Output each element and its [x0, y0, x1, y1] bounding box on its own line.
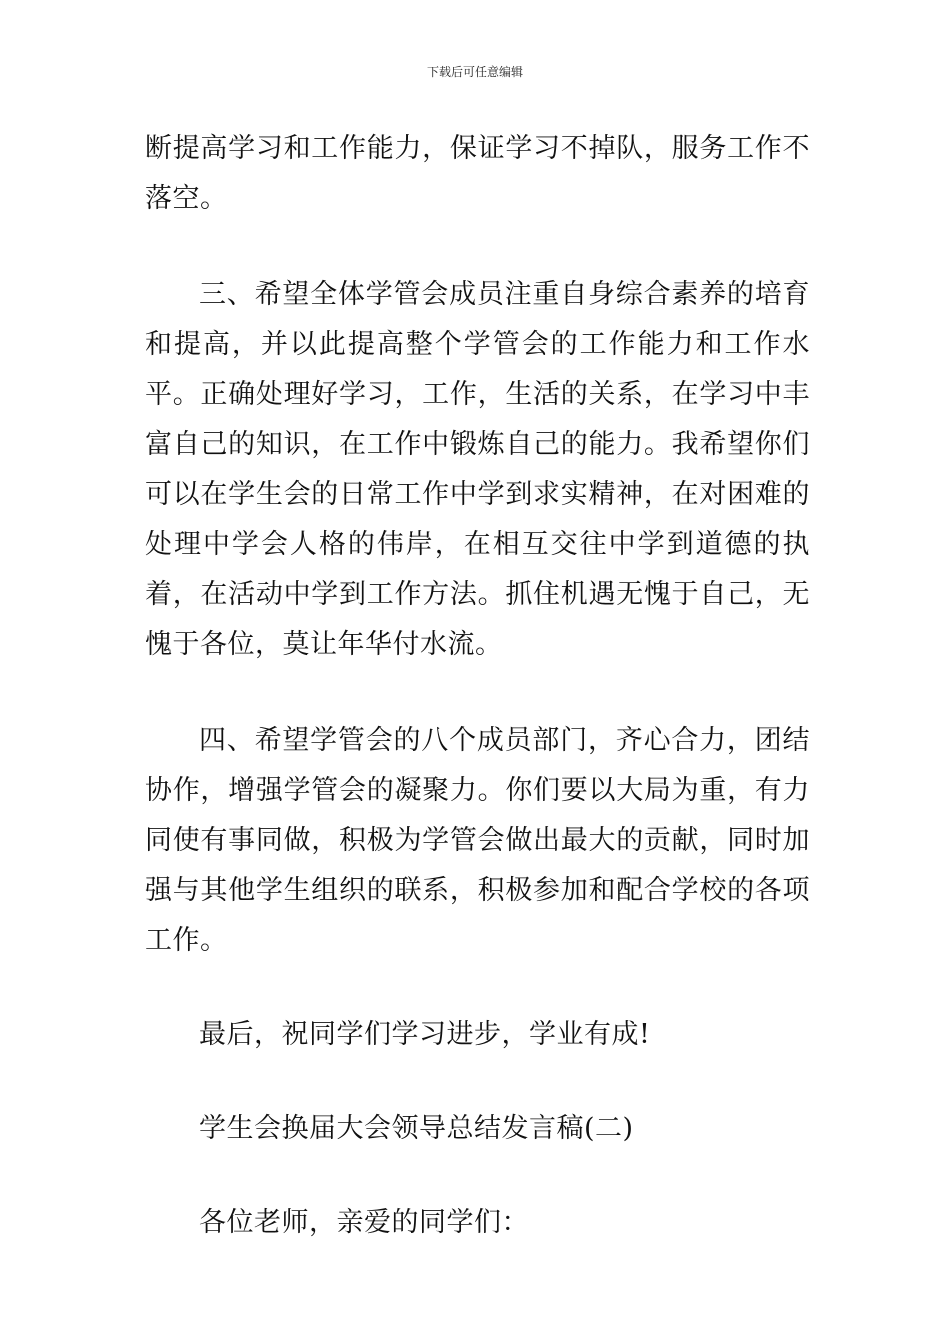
- paragraph-closing-wish: 最后，祝同学们学习进步，学业有成!: [199, 1019, 651, 1050]
- page-header-note: 下载后可任意编辑: [426, 65, 523, 79]
- section-title: 学生会换届大会领导总结发言稿(二): [199, 1113, 634, 1144]
- paragraph-salutation: 各位老师，亲爱的同学们：: [199, 1207, 529, 1238]
- paragraph-point-three: 三、希望全体学管会成员注重自身综合素养的培育和提高，并以此提高整个学管会的工作能力和工作水平。正确处理好学习，工作，生活的关系，在学习中丰富自己的知识，在工作中锻炼自己的能力。我希望你们可以在学生会的日常工作中学到求实精神，在对困难的处理中学会人格的伟岸，在相互交往中学到道德的执着，在活动中学到工作方法。抓住机遇无愧于自己，无愧于各位，莫让年华付水流。: [145, 279, 810, 660]
- paragraph-point-four: 四、希望学管会的八个成员部门，齐心合力，团结协作，增强学管会的凝聚力。你们要以大局为重，有力同使有事同做，积极为学管会做出最大的贡献，同时加强与其他学生组织的联系，积极参加和配合学校的各项工作。: [145, 725, 810, 956]
- paragraph-continuation: 断提高学习和工作能力，保证学习不掉队，服务工作不落空。: [145, 133, 810, 214]
- document-body: [145, 124, 810, 1248]
